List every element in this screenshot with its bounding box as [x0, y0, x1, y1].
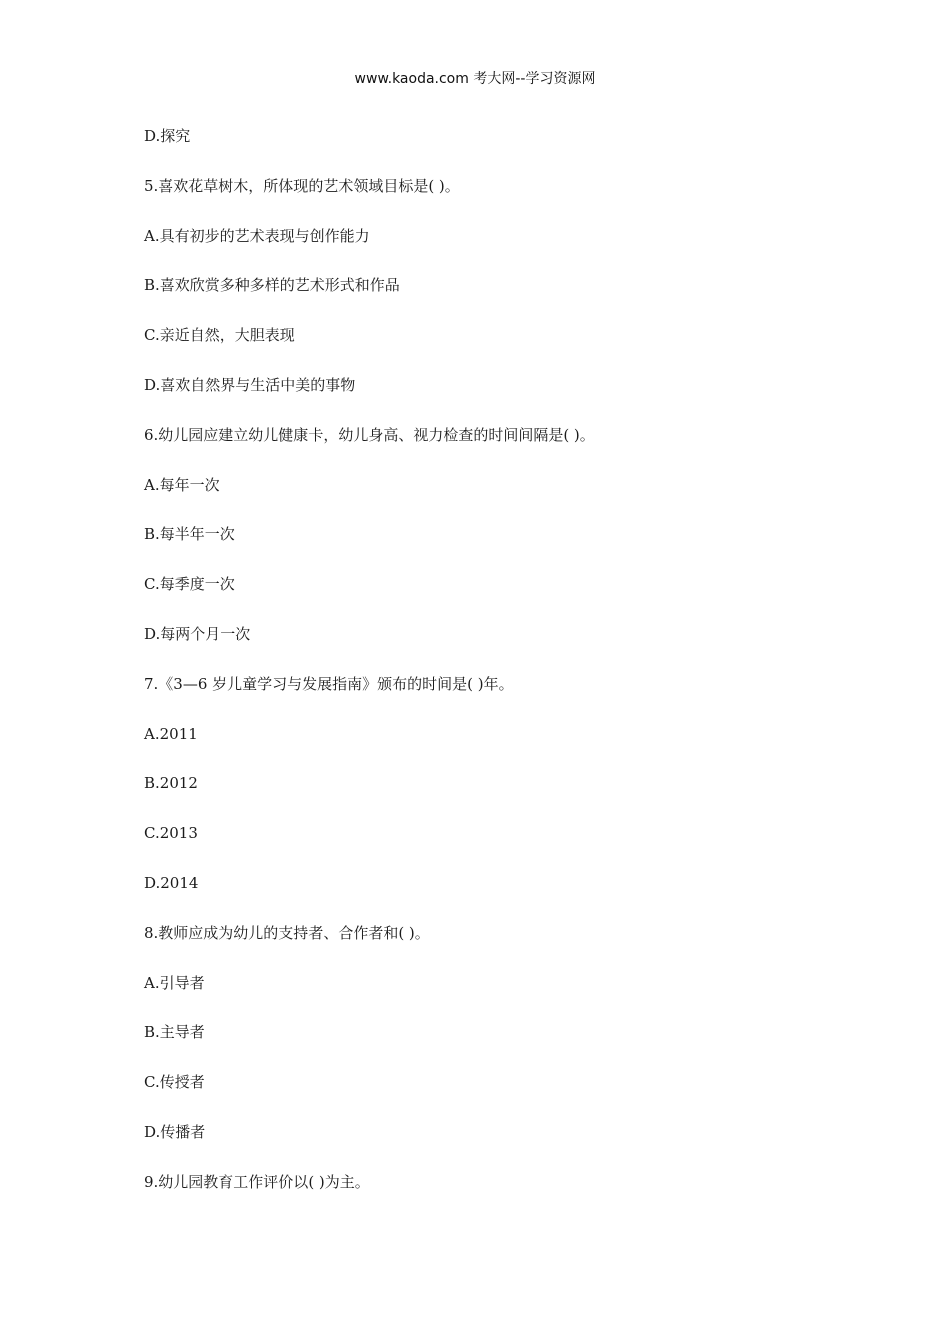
q5-option-d: D.喜欢自然界与生活中美的事物 — [144, 375, 356, 394]
q6-option-a: A.每年一次 — [144, 475, 220, 494]
q6-option-b: B.每半年一次 — [144, 525, 235, 544]
q7-option-c: C.2013 — [144, 824, 198, 843]
q6-option-c: C.每季度一次 — [144, 575, 235, 594]
q8-option-b: B.主导者 — [144, 1023, 205, 1042]
question-5: 5.喜欢花草树木，所体现的艺术领域目标是( )。 — [144, 176, 460, 195]
q5-option-b: B.喜欢欣赏多种多样的艺术形式和作品 — [144, 276, 400, 295]
question-7: 7.《3—6 岁儿童学习与发展指南》颁布的时间是( )年。 — [144, 674, 514, 693]
q7-option-b: B.2012 — [144, 774, 198, 793]
option-d-prev: D.探究 — [144, 127, 191, 145]
question-8: 8.教师应成为幼儿的支持者、合作者和( )。 — [144, 923, 430, 942]
q6-option-d: D.每两个月一次 — [144, 624, 251, 643]
question-9: 9.幼儿园教育工作评价以( )为主。 — [144, 1172, 370, 1191]
q7-option-a: A.2011 — [144, 724, 198, 743]
q8-option-d: D.传播者 — [144, 1122, 206, 1141]
question-6: 6.幼儿园应建立幼儿健康卡，幼儿身高、视力检查的时间间隔是( )。 — [144, 425, 595, 444]
q5-option-a: A.具有初步的艺术表现与创作能力 — [144, 226, 370, 245]
q5-option-c: C.亲近自然，大胆表现 — [144, 326, 295, 345]
document-body — [144, 126, 844, 1222]
page-header: www.kaoda.com 考大网--学习资源网 — [354, 71, 596, 87]
q8-option-a: A.引导者 — [144, 973, 205, 992]
q7-option-d: D.2014 — [144, 873, 199, 892]
q8-option-c: C.传授者 — [144, 1073, 205, 1092]
